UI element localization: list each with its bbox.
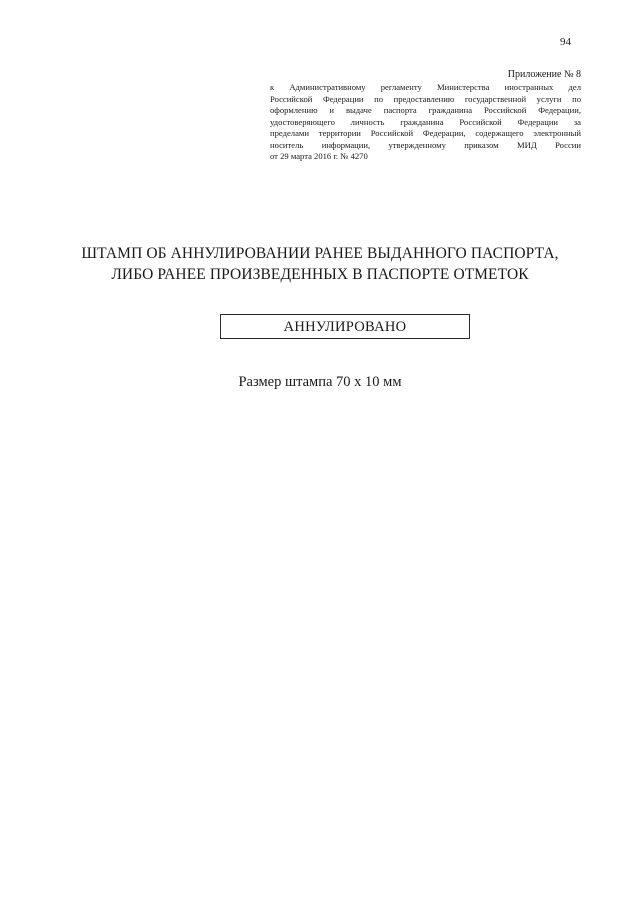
document-title-line-2: ЛИБО РАНЕЕ ПРОИЗВЕДЕННЫХ В ПАСПОРТЕ ОТМЕТОК xyxy=(111,266,529,283)
page-number: 94 xyxy=(560,36,571,48)
appendix-line: оформлению и выдаче паспорта гражданина Российской Федерации, xyxy=(270,105,581,115)
appendix-line: удостоверяющего личность гражданина Российской Федерации за xyxy=(270,116,581,127)
document-title-line-1: ШТАМП ОБ АННУЛИРОВАНИИ РАНЕЕ ВЫДАННОГО ПАСПОРТА, xyxy=(81,245,559,262)
stamp-size-caption: Размер штампа 70 х 10 мм xyxy=(238,374,402,390)
appendix-line: к Административному регламенту Министерства иностранных дел xyxy=(270,82,581,92)
appendix-line: Российской Федерации по предоставлению государственной услуги по xyxy=(270,93,581,104)
stamp-text: АННУЛИРОВАНО xyxy=(283,319,407,335)
stamp-sample-box xyxy=(220,314,470,339)
appendix-line: от 29 марта 2016 г. № 4270 xyxy=(270,151,368,161)
document-title xyxy=(0,243,640,285)
appendix-title: Приложение № 8 xyxy=(507,69,581,80)
appendix-line: носитель информации, утвержденному приказом МИД России xyxy=(270,139,581,150)
appendix-reference xyxy=(270,82,581,163)
appendix-line: пределами территории Российской Федерации, содержащего электронный xyxy=(270,128,581,138)
